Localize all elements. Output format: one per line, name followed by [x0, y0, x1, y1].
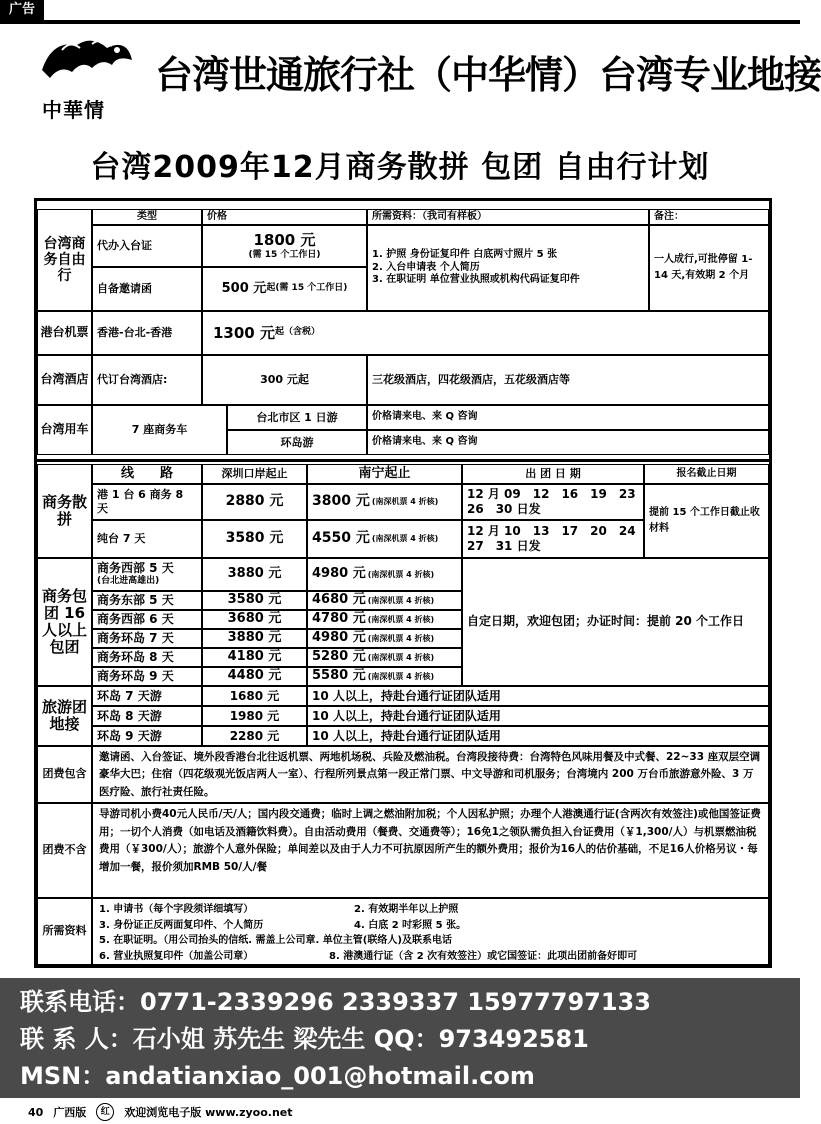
material-item: 1. 申请书（每个字段须详细填写） — [99, 904, 254, 915]
materials-row — [99, 902, 762, 918]
contact-phone: 联系电话：0771-2339296 2339337 15977797133 — [20, 988, 651, 1016]
contact-person: 联 系 人：石小姐 苏先生 梁先生 QQ：973492581 — [20, 1025, 589, 1053]
price-value: 500 元 — [221, 280, 267, 296]
free-note: 一人成行,可批停留 1-14 天,有效期 2 个月 — [649, 225, 769, 311]
section-divider — [37, 459, 769, 462]
biz-route: 港 1 台 6 商务 8 天 — [92, 484, 202, 520]
group-nn — [307, 558, 462, 591]
cat-excluded: 团费不含 — [37, 803, 92, 898]
page-title: 台湾世通旅行社（中华情）台湾专业地接 — [155, 53, 821, 97]
local-route: 环岛 9 天游 — [92, 726, 202, 746]
group-sz: 3880 元 — [202, 558, 307, 591]
biz-sz: 2880 元 — [202, 484, 307, 520]
price-suffix: 起(需 15 个工作日) — [266, 283, 348, 294]
group-route — [92, 591, 202, 610]
group-dates: 自定日期，欢迎包团；办证时间：提前 20 个工作日 — [462, 558, 769, 686]
price-note: (南深机票 4 折核) — [371, 534, 439, 543]
local-route: 环岛 8 天游 — [92, 706, 202, 726]
group-sz: 3580 元 — [202, 591, 307, 610]
price-value: 4980 元 — [312, 566, 366, 582]
contact-banner — [0, 978, 800, 1098]
group-route — [92, 610, 202, 629]
tour-route-header: 线 路 — [92, 464, 202, 484]
free-price-2 — [202, 267, 367, 311]
group-nn — [307, 591, 462, 610]
materials-row — [99, 933, 762, 949]
col-docs-header: 所需资料：（我司有样板） — [367, 209, 649, 225]
excluded-text: 导游司机小费40元人民币/天/人；国内段交通费；临时上调之燃油附加税；个人因私护照；办理个人港澳通行证(含两次有效签注)或他国签证费用；一切个人消费（如电话及酒籍饮料费）。自由活动费用（餐费、交通费等）；16免1之领队需负担入台证费用（￥1,300/人）与机票燃油税费用（￥300/人）；旅游个人意外保险；单间差以及由于人力不可抗原因所产生的额外费用；报价为16人的估价基础，不足16人价格另议・每增加一餐，报价须加RMB 50/人/餐 — [92, 803, 769, 898]
biz-dates: 12 月 09 12 16 19 23 26 30 日发 — [462, 484, 644, 520]
page-subtitle: 台湾2009年12月商务散拼 包团 自由行计划 — [90, 150, 710, 185]
hotel-price: 300 元起 — [202, 355, 367, 405]
route-label: 商务环岛 9 天 — [97, 669, 174, 683]
cat-local: 旅游团地接 — [37, 686, 92, 746]
price-value: 5280 元 — [312, 649, 366, 665]
price-suffix: 起（含税） — [274, 327, 320, 338]
route-label: 商务环岛 8 天 — [97, 650, 174, 664]
cat-free-travel: 台湾商务自由行 — [37, 209, 92, 311]
price-note: (需 15 个工作日) — [248, 249, 321, 260]
local-sz: 2280 元 — [202, 726, 307, 746]
materials-row — [99, 918, 762, 934]
cat-business: 商务散拼 — [37, 464, 92, 558]
ticket-route: 香港-台北-香港 — [92, 311, 202, 355]
page-number: 40 — [28, 1105, 44, 1119]
price-value: 4780 元 — [312, 611, 366, 627]
material-item: 5. 在职证明。（用公司抬头的信纸. 需盖上公司章. 单位主管(联络人)及联系电话 — [99, 935, 452, 946]
local-route: 环岛 7 天游 — [92, 686, 202, 706]
cat-group: 商务包团 16人以上包团 — [37, 558, 92, 686]
site-link[interactable]: 欢迎浏览电子版 www.zyoo.net — [124, 1106, 293, 1119]
tour-nn-header: 南宁起止 — [307, 464, 462, 484]
biz-sz: 3580 元 — [202, 520, 307, 558]
car-desc: 价格请来电、来 Q 咨询 — [367, 430, 769, 455]
biz-deadline: 提前 15 个工作日截止收材料 — [644, 484, 769, 558]
material-item: 2. 有效期半年以上护照 — [354, 904, 459, 915]
col-price-header: 价格 — [202, 209, 367, 225]
car-route: 台北市区 1 日游 — [227, 405, 367, 430]
route-label: 商务环岛 7 天 — [97, 631, 174, 645]
hotel-type: 代订台湾酒店: — [92, 355, 202, 405]
price-note: (南深机票 4 折核) — [367, 671, 435, 681]
included-text: 邀请函、入台签证、境外段香港台北往返机票、两地机场税、兵险及燃油税。台湾段接待费：台湾特色风味用餐及中式餐、22~33 座双层空调豪华大巴；住宿（四花级观光饭店两人一室）、行程所列景点第一段正常门票、中文导游和司机服务；台湾境内 200 万台币旅游意外险、3 万医疗险、旅行社责任险。 — [92, 746, 769, 803]
tour-dates-header: 出 团 日 期 — [462, 464, 644, 484]
route-label: 商务东部 5 天 — [97, 593, 174, 607]
tour-sz-header: 深圳口岸起止 — [202, 464, 307, 484]
col-note-header: 备注： — [649, 209, 769, 225]
free-price-1 — [202, 225, 367, 267]
group-route — [92, 648, 202, 667]
group-sz: 3680 元 — [202, 610, 307, 629]
price-value: 4550 元 — [312, 530, 370, 547]
group-route — [92, 667, 202, 686]
col-type-header: 类型 — [92, 209, 202, 225]
route-label: 商务西部 6 天 — [97, 612, 174, 626]
material-item: 8. 港澳通行证（含 2 次有效签注）或它国签证：此项出团前备好即可 — [329, 950, 638, 962]
free-type-1: 代办入台证 — [92, 225, 202, 267]
group-nn — [307, 648, 462, 667]
group-nn — [307, 667, 462, 686]
material-item: 4. 白底 2 吋彩照 5 张。 — [354, 919, 467, 931]
price-table-frame — [34, 198, 772, 968]
edition-label: 广西版 — [53, 1106, 87, 1119]
cat-hotel: 台湾酒店 — [37, 355, 92, 405]
car-route: 环岛游 — [227, 430, 367, 455]
price-note: (南深机票 4 折核) — [367, 595, 435, 605]
price-note: (南深机票 4 折核) — [367, 614, 435, 624]
company-logo — [32, 30, 142, 120]
price-note: (南深机票 4 折核) — [371, 497, 439, 506]
doc-line: 1. 护照 身份证复印件 白底两寸照片 5 张 — [372, 249, 558, 261]
biz-nn — [307, 520, 462, 558]
group-sz: 4180 元 — [202, 648, 307, 667]
top-rule — [0, 20, 800, 24]
local-desc: 10 人以上，持赴台通行证团队适用 — [307, 726, 769, 746]
group-sz: 4480 元 — [202, 667, 307, 686]
car-type: 7 座商务车 — [92, 405, 227, 455]
biz-dates: 12 月 10 13 17 20 24 27 31 日发 — [462, 520, 644, 558]
cat-ticket: 港台机票 — [37, 311, 92, 355]
car-desc: 价格请来电、来 Q 咨询 — [367, 405, 769, 430]
ad-badge: 广告 — [0, 0, 44, 20]
contact-msn: MSN：andatianxiao_001@hotmail.com — [20, 1062, 535, 1090]
group-route — [92, 629, 202, 648]
free-docs — [367, 225, 649, 311]
doc-line: 3. 在职证明 单位营业执照或机构代码证复印件 — [372, 274, 580, 286]
material-item: 6. 营业执照复印件（加盖公司章） — [99, 950, 254, 962]
price-value: 1800 元 — [253, 231, 316, 249]
cat-car: 台湾用车 — [37, 405, 92, 455]
materials-list — [92, 898, 769, 965]
local-desc: 10 人以上，持赴台通行证团队适用 — [307, 706, 769, 726]
dragon-logo-icon — [32, 30, 142, 92]
price-value: 4980 元 — [312, 630, 366, 646]
free-type-2: 自备邀请函 — [92, 267, 202, 311]
route-sub: (台北进高雄出) — [97, 576, 160, 587]
group-route — [92, 558, 202, 591]
price-value: 1300 元 — [213, 323, 275, 342]
cat-included: 团费包含 — [37, 746, 92, 803]
price-value: 4680 元 — [312, 592, 366, 608]
ticket-price — [202, 311, 769, 355]
price-note: (南深机票 4 折核) — [367, 569, 435, 579]
red-badge-icon: 红 — [96, 1103, 114, 1121]
doc-line: 2. 入台申请表 个人简历 — [372, 261, 480, 273]
group-nn — [307, 629, 462, 648]
group-nn — [307, 610, 462, 629]
price-note: (南深机票 4 折核) — [367, 633, 435, 643]
materials-row — [99, 949, 762, 965]
biz-nn — [307, 484, 462, 520]
local-sz: 1980 元 — [202, 706, 307, 726]
cat-materials: 所需资料 — [37, 898, 92, 965]
page-footer — [0, 1100, 800, 1124]
material-item: 3. 身份证正反两面复印件、个人简历 — [99, 919, 264, 931]
logo-caption: 中華情 — [42, 98, 105, 122]
local-desc: 10 人以上，持赴台通行证团队适用 — [307, 686, 769, 706]
route-label: 商务西部 5 天 — [97, 561, 174, 576]
local-sz: 1680 元 — [202, 686, 307, 706]
price-value: 5580 元 — [312, 668, 366, 684]
tour-deadline-header: 报名截止日期 — [644, 464, 769, 484]
price-value: 3800 元 — [312, 493, 370, 510]
hotel-desc: 三花级酒店，四花级酒店，五花级酒店等 — [367, 355, 769, 405]
group-sz: 3880 元 — [202, 629, 307, 648]
biz-route: 纯台 7 天 — [92, 520, 202, 558]
price-note: (南深机票 4 折核) — [367, 652, 435, 662]
